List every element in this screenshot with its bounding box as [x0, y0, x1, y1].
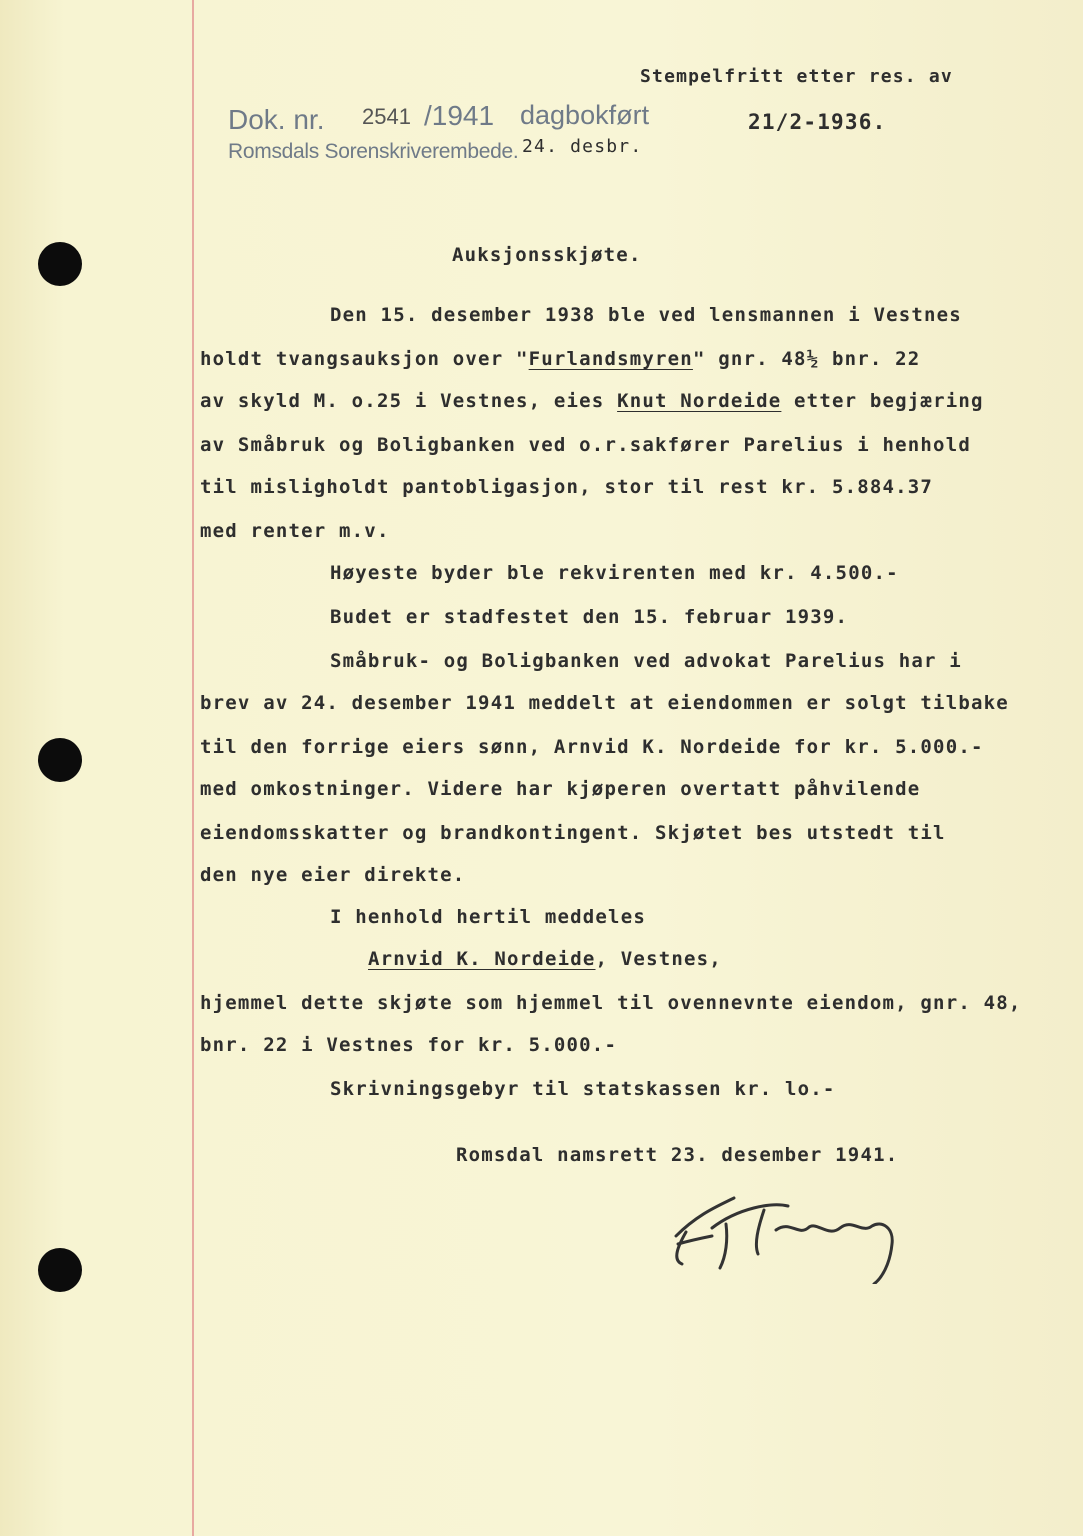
- signature: [668, 1184, 908, 1284]
- body-line: [330, 650, 962, 672]
- body-line: [200, 692, 1009, 714]
- office-stamp: Romsdals Sorenskriverembede.: [228, 140, 519, 163]
- body-line: [456, 1144, 898, 1166]
- body-line: [200, 434, 971, 456]
- body-line: [200, 864, 465, 886]
- line-text: brev av 24. desember 1941 meddelt at eiendommen er solgt tilbake: [200, 692, 1009, 714]
- dok-nr-label: Dok. nr.: [228, 104, 325, 135]
- line-text: Skrivningsgebyr til statskassen kr. lo.-: [330, 1078, 836, 1100]
- stamp-exempt-text: Stempelfritt etter res. av: [640, 66, 953, 87]
- punch-hole-bottom: [38, 1248, 82, 1292]
- underlined-name: Arnvid K. Nordeide: [368, 948, 596, 970]
- line-text: hjemmel dette skjøte som hjemmel til ovennevnte eiendom, gnr. 48,: [200, 992, 1022, 1014]
- registration-date: 24. desbr.: [522, 136, 643, 157]
- line-text: eiendomsskatter og brandkontingent. Skjøtet bes utstedt til: [200, 822, 946, 844]
- underlined-name: Furlandsmyren: [528, 348, 693, 370]
- body-line: [330, 606, 848, 628]
- dok-number: 2541: [362, 104, 411, 129]
- punch-hole-top: [38, 242, 82, 286]
- body-line: [200, 390, 984, 412]
- body-line: [330, 562, 899, 584]
- line-text: Den 15. desember 1938 ble ved lensmannen i Vestnes: [330, 304, 962, 326]
- punch-hole-middle: [38, 738, 82, 782]
- body-line: [330, 304, 962, 326]
- body-line: [200, 348, 920, 370]
- line-text: , Vestnes,: [595, 948, 722, 970]
- line-text: Småbruk- og Boligbanken ved advokat Parelius har i: [330, 650, 962, 672]
- line-text: holdt tvangsauksjon over ": [200, 348, 529, 370]
- body-line: [200, 778, 920, 800]
- dok-year: /1941: [424, 100, 495, 131]
- line-text: med omkostninger. Videre har kjøperen overtatt påhvilende: [200, 778, 921, 800]
- line-text: Romsdal namsrett 23. desember 1941.: [456, 1144, 899, 1166]
- line-text: til misligholdt pantobligasjon, stor til rest kr. 5.884.37: [200, 476, 934, 498]
- line-text: etter begjæring: [781, 390, 984, 412]
- body-line: [200, 736, 984, 758]
- dagbokfort-stamp: dagbokført: [520, 100, 650, 130]
- line-text: Høyeste byder ble rekvirenten med kr. 4.500.-: [330, 562, 899, 584]
- body-line: [200, 822, 946, 844]
- line-text: " gnr. 48½ bnr. 22: [692, 348, 921, 370]
- line-text: til den forrige eiers sønn, Arnvid K. Nordeide for kr. 5.000.-: [200, 736, 984, 758]
- line-text: med renter m.v.: [200, 520, 390, 542]
- line-text: bnr. 22 i Vestnes for kr. 5.000.-: [200, 1034, 618, 1056]
- document-title: Auksjonsskjøte.: [452, 244, 642, 266]
- margin-rule: [192, 0, 194, 1536]
- body-line: [200, 992, 1022, 1014]
- body-line: [200, 1034, 617, 1056]
- body-line: [200, 520, 390, 542]
- body-line: [200, 476, 933, 498]
- stamp-resolution-date: 21/2-1936.: [748, 110, 887, 134]
- line-text: den nye eier direkte.: [200, 864, 466, 886]
- line-text: av Småbruk og Boligbanken ved o.r.sakfører Parelius i henhold: [200, 434, 971, 456]
- body-line: [330, 1078, 836, 1100]
- line-text: I henhold hertil meddeles: [330, 906, 646, 928]
- underlined-name: Knut Nordeide: [617, 390, 782, 412]
- body-line: [368, 948, 722, 970]
- line-text: av skyld M. o.25 i Vestnes, eies: [200, 390, 618, 412]
- line-text: Budet er stadfestet den 15. februar 1939.: [330, 606, 849, 628]
- body-line: [330, 906, 646, 928]
